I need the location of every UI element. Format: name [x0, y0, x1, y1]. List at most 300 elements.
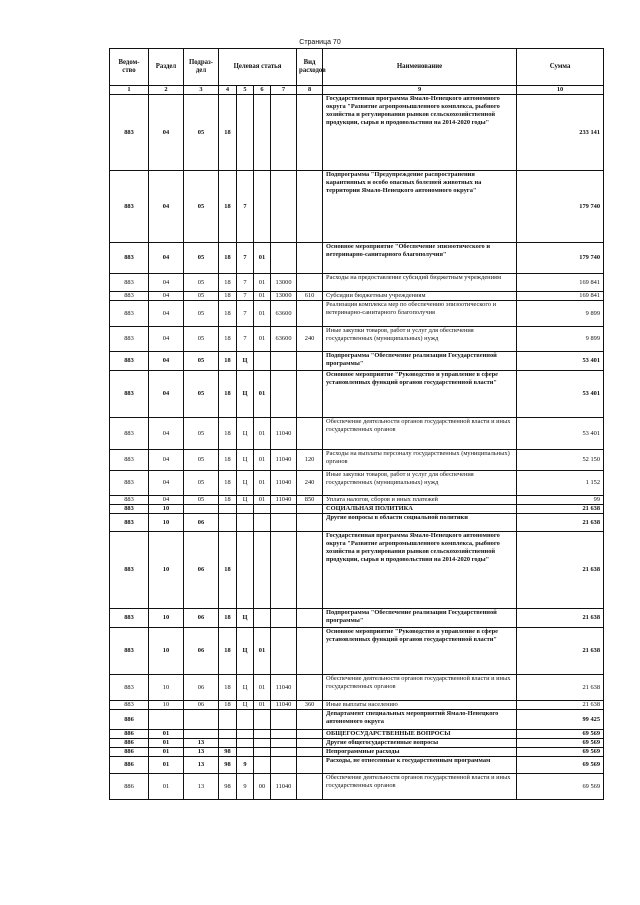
cell-celevaya-3	[254, 505, 271, 514]
cell-summa: 21 638	[517, 532, 604, 609]
cell-podrazdel: 05	[184, 301, 219, 327]
cell-vedomstvo: 883	[110, 418, 149, 450]
cell-celevaya-2: Ц	[237, 352, 254, 371]
cell-podrazdel: 06	[184, 701, 219, 710]
cell-razdel: 01	[149, 774, 184, 800]
cell-summa: 69 569	[517, 730, 604, 739]
cell-celevaya-1: 18	[219, 450, 237, 471]
cell-razdel: 10	[149, 609, 184, 628]
cell-vid-rashodov	[297, 352, 323, 371]
cell-vedomstvo: 883	[110, 327, 149, 352]
table-row	[110, 496, 604, 505]
cell-celevaya-3: 01	[254, 496, 271, 505]
cell-celevaya-3	[254, 171, 271, 243]
cell-naimenovanie: Государственная программа Ямало-Ненецкого автономного округа "Развитие агропромышленного комплекса, рыбного хозяйства и регулирования рынков сельскохозяйственной продукции, сырья и продовольствия на 2014-2020 годы"	[323, 532, 517, 609]
cell-vid-rashodov	[297, 628, 323, 675]
cell-naimenovanie: Обеспечение деятельности органов государственной власти и иных государственных органов	[323, 418, 517, 450]
cell-naimenovanie: Подпрограмма "Обеспечение реализации Государственной программы"	[323, 352, 517, 371]
cell-celevaya-2: 7	[237, 171, 254, 243]
cell-vedomstvo: 883	[110, 609, 149, 628]
cell-celevaya-2	[237, 739, 254, 748]
cell-celevaya-2	[237, 505, 254, 514]
cell-celevaya-2	[237, 95, 254, 171]
cell-celevaya-1: 18	[219, 628, 237, 675]
column-number: 4	[219, 86, 237, 95]
cell-razdel: 01	[149, 739, 184, 748]
cell-celevaya-4	[271, 628, 297, 675]
table-row	[110, 675, 604, 701]
cell-celevaya-2: Ц	[237, 701, 254, 710]
cell-razdel	[149, 710, 184, 730]
cell-podrazdel: 05	[184, 418, 219, 450]
cell-vid-rashodov	[297, 171, 323, 243]
cell-celevaya-1: 18	[219, 352, 237, 371]
table-row	[110, 514, 604, 532]
cell-summa: 69 569	[517, 757, 604, 774]
cell-vid-rashodov: 850	[297, 496, 323, 505]
cell-celevaya-1: 18	[219, 171, 237, 243]
cell-summa: 52 150	[517, 450, 604, 471]
cell-celevaya-2: Ц	[237, 609, 254, 628]
cell-celevaya-4	[271, 710, 297, 730]
cell-vedomstvo: 883	[110, 371, 149, 418]
cell-celevaya-1: 18	[219, 418, 237, 450]
table-row	[110, 748, 604, 757]
cell-summa: 169 841	[517, 274, 604, 292]
table-row	[110, 774, 604, 800]
header-naimenovanie: Наименование	[323, 49, 517, 86]
cell-vid-rashodov	[297, 505, 323, 514]
table-row	[110, 243, 604, 274]
cell-razdel: 04	[149, 371, 184, 418]
cell-celevaya-1	[219, 710, 237, 730]
cell-vid-rashodov: 610	[297, 292, 323, 301]
cell-celevaya-1: 18	[219, 675, 237, 701]
table-row	[110, 292, 604, 301]
cell-vid-rashodov	[297, 514, 323, 532]
cell-razdel: 01	[149, 757, 184, 774]
cell-celevaya-3	[254, 739, 271, 748]
cell-celevaya-1: 18	[219, 95, 237, 171]
cell-podrazdel: 13	[184, 748, 219, 757]
cell-celevaya-3	[254, 730, 271, 739]
table-row	[110, 701, 604, 710]
table-row	[110, 730, 604, 739]
cell-vid-rashodov	[297, 730, 323, 739]
cell-vid-rashodov	[297, 371, 323, 418]
cell-summa: 99 425	[517, 710, 604, 730]
table-row	[110, 274, 604, 292]
cell-celevaya-2: Ц	[237, 628, 254, 675]
budget-table	[109, 48, 604, 800]
cell-celevaya-3	[254, 710, 271, 730]
cell-razdel: 10	[149, 505, 184, 514]
cell-celevaya-1: 18	[219, 292, 237, 301]
table-row	[110, 301, 604, 327]
cell-celevaya-3: 01	[254, 628, 271, 675]
cell-celevaya-2	[237, 710, 254, 730]
cell-summa: 21 638	[517, 505, 604, 514]
cell-vedomstvo: 883	[110, 505, 149, 514]
table-row	[110, 739, 604, 748]
cell-celevaya-2	[237, 730, 254, 739]
cell-summa: 21 638	[517, 609, 604, 628]
cell-vid-rashodov	[297, 243, 323, 274]
cell-celevaya-4	[271, 514, 297, 532]
cell-razdel: 01	[149, 730, 184, 739]
header-row	[110, 49, 604, 86]
cell-celevaya-1: 18	[219, 496, 237, 505]
cell-razdel: 04	[149, 243, 184, 274]
cell-celevaya-4: 63600	[271, 301, 297, 327]
cell-celevaya-1: 18	[219, 274, 237, 292]
cell-vedomstvo: 883	[110, 243, 149, 274]
cell-vedomstvo: 883	[110, 514, 149, 532]
table-row	[110, 327, 604, 352]
cell-vedomstvo: 886	[110, 710, 149, 730]
column-number: 7	[271, 86, 297, 95]
cell-podrazdel	[184, 710, 219, 730]
cell-summa: 69 569	[517, 739, 604, 748]
cell-naimenovanie: Обеспечение деятельности органов государственной власти и иных государственных органов	[323, 774, 517, 800]
cell-celevaya-3: 01	[254, 701, 271, 710]
cell-razdel: 04	[149, 327, 184, 352]
cell-podrazdel	[184, 730, 219, 739]
cell-vedomstvo: 883	[110, 95, 149, 171]
cell-naimenovanie: Уплата налогов, сборов и иных платежей	[323, 496, 517, 505]
cell-celevaya-2	[237, 532, 254, 609]
cell-podrazdel	[184, 505, 219, 514]
cell-naimenovanie: Субсидии бюджетным учреждениям	[323, 292, 517, 301]
cell-razdel: 04	[149, 301, 184, 327]
column-number-row	[110, 86, 604, 95]
cell-razdel: 04	[149, 496, 184, 505]
cell-razdel: 01	[149, 748, 184, 757]
cell-summa: 9 899	[517, 327, 604, 352]
cell-naimenovanie: ОБЩЕГОСУДАРСТВЕННЫЕ ВОПРОСЫ	[323, 730, 517, 739]
cell-naimenovanie: Расходы, не отнесенные к государственным программам	[323, 757, 517, 774]
cell-celevaya-4: 13000	[271, 292, 297, 301]
cell-naimenovanie: Непрограммные расходы	[323, 748, 517, 757]
header-celevaya-statya: Целевая статья	[219, 49, 297, 86]
header-vedomstvo: Ведом-ство	[110, 49, 149, 86]
table-row	[110, 95, 604, 171]
cell-summa: 69 569	[517, 774, 604, 800]
cell-celevaya-2	[237, 514, 254, 532]
cell-celevaya-2: 7	[237, 292, 254, 301]
cell-celevaya-3: 01	[254, 274, 271, 292]
cell-celevaya-4: 11040	[271, 450, 297, 471]
cell-podrazdel: 05	[184, 292, 219, 301]
cell-celevaya-1	[219, 505, 237, 514]
cell-celevaya-2: 7	[237, 327, 254, 352]
cell-vid-rashodov	[297, 757, 323, 774]
cell-celevaya-3: 01	[254, 418, 271, 450]
cell-celevaya-2: Ц	[237, 418, 254, 450]
cell-celevaya-1: 18	[219, 532, 237, 609]
cell-celevaya-2: 9	[237, 757, 254, 774]
cell-celevaya-4	[271, 757, 297, 774]
table-row	[110, 471, 604, 496]
cell-celevaya-1	[219, 739, 237, 748]
cell-celevaya-4	[271, 730, 297, 739]
cell-razdel: 10	[149, 628, 184, 675]
cell-celevaya-1: 18	[219, 243, 237, 274]
cell-celevaya-4	[271, 748, 297, 757]
cell-vedomstvo: 886	[110, 774, 149, 800]
cell-vedomstvo: 883	[110, 352, 149, 371]
cell-vid-rashodov	[297, 774, 323, 800]
cell-podrazdel: 05	[184, 171, 219, 243]
cell-summa: 53 401	[517, 371, 604, 418]
column-number: 3	[184, 86, 219, 95]
cell-naimenovanie: Другие вопросы в области социальной политики	[323, 514, 517, 532]
cell-celevaya-1: 98	[219, 774, 237, 800]
cell-razdel: 04	[149, 292, 184, 301]
cell-celevaya-4	[271, 243, 297, 274]
cell-vedomstvo: 883	[110, 675, 149, 701]
cell-razdel: 04	[149, 352, 184, 371]
column-number: 6	[254, 86, 271, 95]
cell-celevaya-3	[254, 757, 271, 774]
cell-razdel: 10	[149, 532, 184, 609]
cell-naimenovanie: Иные закупки товаров, работ и услуг для обеспечения государственных (муниципальных) нужд	[323, 471, 517, 496]
cell-celevaya-1: 18	[219, 609, 237, 628]
cell-vid-rashodov	[297, 274, 323, 292]
cell-celevaya-3	[254, 95, 271, 171]
cell-naimenovanie: Основное мероприятие "Обеспечение эпизоотического и ветеринарно-санитарного благополучия"	[323, 243, 517, 274]
table-row	[110, 757, 604, 774]
cell-podrazdel: 05	[184, 496, 219, 505]
table-row	[110, 505, 604, 514]
table-row	[110, 418, 604, 450]
cell-summa: 9 899	[517, 301, 604, 327]
table-row	[110, 710, 604, 730]
cell-razdel: 04	[149, 274, 184, 292]
cell-vedomstvo: 886	[110, 730, 149, 739]
cell-naimenovanie: Департамент специальных мероприятий Ямало-Ненецкого автономного округа	[323, 710, 517, 730]
cell-razdel: 04	[149, 171, 184, 243]
cell-celevaya-3: 01	[254, 301, 271, 327]
cell-naimenovanie: Иные выплаты населению	[323, 701, 517, 710]
cell-vid-rashodov: 360	[297, 701, 323, 710]
cell-celevaya-2: Ц	[237, 675, 254, 701]
cell-podrazdel: 05	[184, 450, 219, 471]
cell-razdel: 04	[149, 418, 184, 450]
cell-naimenovanie: Расходы на выплаты персоналу государственных (муниципальных) органов	[323, 450, 517, 471]
cell-vedomstvo: 883	[110, 274, 149, 292]
cell-vedomstvo: 883	[110, 292, 149, 301]
header-podrazdel: Подраз-дел	[184, 49, 219, 86]
cell-celevaya-4	[271, 505, 297, 514]
header-summa: Сумма	[517, 49, 604, 86]
cell-podrazdel: 06	[184, 514, 219, 532]
cell-vedomstvo: 886	[110, 757, 149, 774]
table-row	[110, 609, 604, 628]
cell-summa: 21 638	[517, 701, 604, 710]
cell-celevaya-4: 63600	[271, 327, 297, 352]
cell-celevaya-1: 18	[219, 327, 237, 352]
cell-naimenovanie: Реализация комплекса мер по обеспечению эпизоотического и ветеринарно-санитарного благополучия	[323, 301, 517, 327]
cell-celevaya-3: 01	[254, 243, 271, 274]
cell-vid-rashodov	[297, 532, 323, 609]
cell-celevaya-1: 18	[219, 301, 237, 327]
cell-celevaya-3: 01	[254, 371, 271, 418]
cell-summa: 1 152	[517, 471, 604, 496]
cell-summa: 21 638	[517, 628, 604, 675]
cell-vedomstvo: 883	[110, 450, 149, 471]
cell-podrazdel: 05	[184, 243, 219, 274]
cell-celevaya-1: 98	[219, 757, 237, 774]
cell-celevaya-1: 18	[219, 701, 237, 710]
cell-vedomstvo: 883	[110, 701, 149, 710]
column-number: 9	[323, 86, 517, 95]
cell-celevaya-2: 7	[237, 274, 254, 292]
cell-vid-rashodov	[297, 301, 323, 327]
header-razdel: Раздел	[149, 49, 184, 86]
cell-vid-rashodov	[297, 609, 323, 628]
cell-summa: 179 740	[517, 171, 604, 243]
cell-razdel: 04	[149, 450, 184, 471]
cell-vid-rashodov: 240	[297, 471, 323, 496]
cell-vedomstvo: 886	[110, 748, 149, 757]
column-number: 5	[237, 86, 254, 95]
cell-naimenovanie: Основное мероприятие "Руководство и управление в сфере установленных функций органов государственной власти"	[323, 628, 517, 675]
cell-celevaya-4: 11040	[271, 701, 297, 710]
cell-vedomstvo: 883	[110, 496, 149, 505]
cell-podrazdel: 06	[184, 609, 219, 628]
cell-celevaya-4	[271, 739, 297, 748]
cell-celevaya-1: 98	[219, 748, 237, 757]
cell-podrazdel: 06	[184, 628, 219, 675]
cell-razdel: 10	[149, 675, 184, 701]
cell-vid-rashodov: 120	[297, 450, 323, 471]
cell-summa: 53 401	[517, 352, 604, 371]
cell-celevaya-2: 7	[237, 301, 254, 327]
cell-naimenovanie: Иные закупки товаров, работ и услуг для обеспечения государственных (муниципальных) нужд	[323, 327, 517, 352]
cell-celevaya-1: 18	[219, 371, 237, 418]
cell-podrazdel: 06	[184, 675, 219, 701]
cell-celevaya-4: 11040	[271, 774, 297, 800]
cell-podrazdel: 05	[184, 352, 219, 371]
cell-podrazdel: 13	[184, 739, 219, 748]
cell-vid-rashodov	[297, 748, 323, 757]
cell-razdel: 10	[149, 514, 184, 532]
cell-celevaya-2: 7	[237, 243, 254, 274]
table-row	[110, 352, 604, 371]
cell-naimenovanie: СОЦИАЛЬНАЯ ПОЛИТИКА	[323, 505, 517, 514]
cell-vedomstvo: 883	[110, 301, 149, 327]
cell-celevaya-2: Ц	[237, 471, 254, 496]
header-vid-rashodov: Вид расходов	[297, 49, 323, 86]
cell-razdel: 04	[149, 471, 184, 496]
table-row	[110, 371, 604, 418]
cell-celevaya-4: 13000	[271, 274, 297, 292]
cell-celevaya-3: 00	[254, 774, 271, 800]
cell-celevaya-2	[237, 748, 254, 757]
cell-celevaya-3	[254, 352, 271, 371]
cell-celevaya-4: 11040	[271, 675, 297, 701]
table-row	[110, 450, 604, 471]
cell-celevaya-4: 11040	[271, 418, 297, 450]
cell-summa: 21 638	[517, 675, 604, 701]
table-body	[110, 49, 604, 800]
cell-naimenovanie: Другие общегосударственные вопросы	[323, 739, 517, 748]
cell-celevaya-3	[254, 748, 271, 757]
table-row	[110, 171, 604, 243]
cell-celevaya-3: 01	[254, 675, 271, 701]
column-number: 2	[149, 86, 184, 95]
cell-vid-rashodov	[297, 418, 323, 450]
cell-celevaya-3	[254, 514, 271, 532]
cell-naimenovanie: Подпрограмма "Обеспечение реализации Государственной программы"	[323, 609, 517, 628]
cell-summa: 179 740	[517, 243, 604, 274]
cell-summa: 169 841	[517, 292, 604, 301]
cell-celevaya-4: 11040	[271, 496, 297, 505]
cell-celevaya-3: 01	[254, 471, 271, 496]
cell-vid-rashodov	[297, 710, 323, 730]
cell-summa: 99	[517, 496, 604, 505]
cell-podrazdel: 05	[184, 471, 219, 496]
cell-razdel: 10	[149, 701, 184, 710]
cell-podrazdel: 13	[184, 757, 219, 774]
cell-vedomstvo: 883	[110, 532, 149, 609]
cell-naimenovanie: Обеспечение деятельности органов государственной власти и иных государственных органов	[323, 675, 517, 701]
cell-summa: 53 401	[517, 418, 604, 450]
cell-celevaya-1	[219, 514, 237, 532]
cell-naimenovanie: Подпрограмма "Предупреждение распространения карантинных и особо опасных болезней животных на территории Ямало-Ненецкого автономного округа"	[323, 171, 517, 243]
cell-celevaya-4	[271, 532, 297, 609]
cell-celevaya-1: 18	[219, 471, 237, 496]
cell-celevaya-2: Ц	[237, 496, 254, 505]
cell-vedomstvo: 883	[110, 171, 149, 243]
cell-podrazdel: 05	[184, 95, 219, 171]
table-row	[110, 532, 604, 609]
table-row	[110, 628, 604, 675]
cell-vid-rashodov: 240	[297, 327, 323, 352]
cell-celevaya-3: 01	[254, 292, 271, 301]
page-number-label: Страница 70	[299, 39, 341, 46]
cell-vedomstvo: 883	[110, 471, 149, 496]
cell-celevaya-4	[271, 371, 297, 418]
column-number: 1	[110, 86, 149, 95]
cell-vid-rashodov	[297, 739, 323, 748]
cell-celevaya-3: 01	[254, 450, 271, 471]
column-number: 10	[517, 86, 604, 95]
cell-podrazdel: 13	[184, 774, 219, 800]
cell-podrazdel: 06	[184, 532, 219, 609]
cell-podrazdel: 05	[184, 371, 219, 418]
cell-celevaya-4	[271, 171, 297, 243]
cell-celevaya-3	[254, 609, 271, 628]
cell-celevaya-4: 11040	[271, 471, 297, 496]
column-number: 8	[297, 86, 323, 95]
cell-summa: 69 569	[517, 748, 604, 757]
cell-celevaya-2: 9	[237, 774, 254, 800]
cell-celevaya-2: Ц	[237, 450, 254, 471]
cell-summa: 233 141	[517, 95, 604, 171]
cell-vedomstvo: 886	[110, 739, 149, 748]
cell-vid-rashodov	[297, 675, 323, 701]
cell-celevaya-2: Ц	[237, 371, 254, 418]
cell-celevaya-4	[271, 95, 297, 171]
cell-celevaya-1	[219, 730, 237, 739]
cell-podrazdel: 05	[184, 274, 219, 292]
cell-podrazdel: 05	[184, 327, 219, 352]
cell-razdel: 04	[149, 95, 184, 171]
cell-naimenovanie: Государственная программа Ямало-Ненецкого автономного округа "Развитие агропромышленного комплекса, рыбного хозяйства и регулирования рынков сельскохозяйственной продукции, сырья и продовольствия на 2014-2020 годы"	[323, 95, 517, 171]
cell-vid-rashodov	[297, 95, 323, 171]
